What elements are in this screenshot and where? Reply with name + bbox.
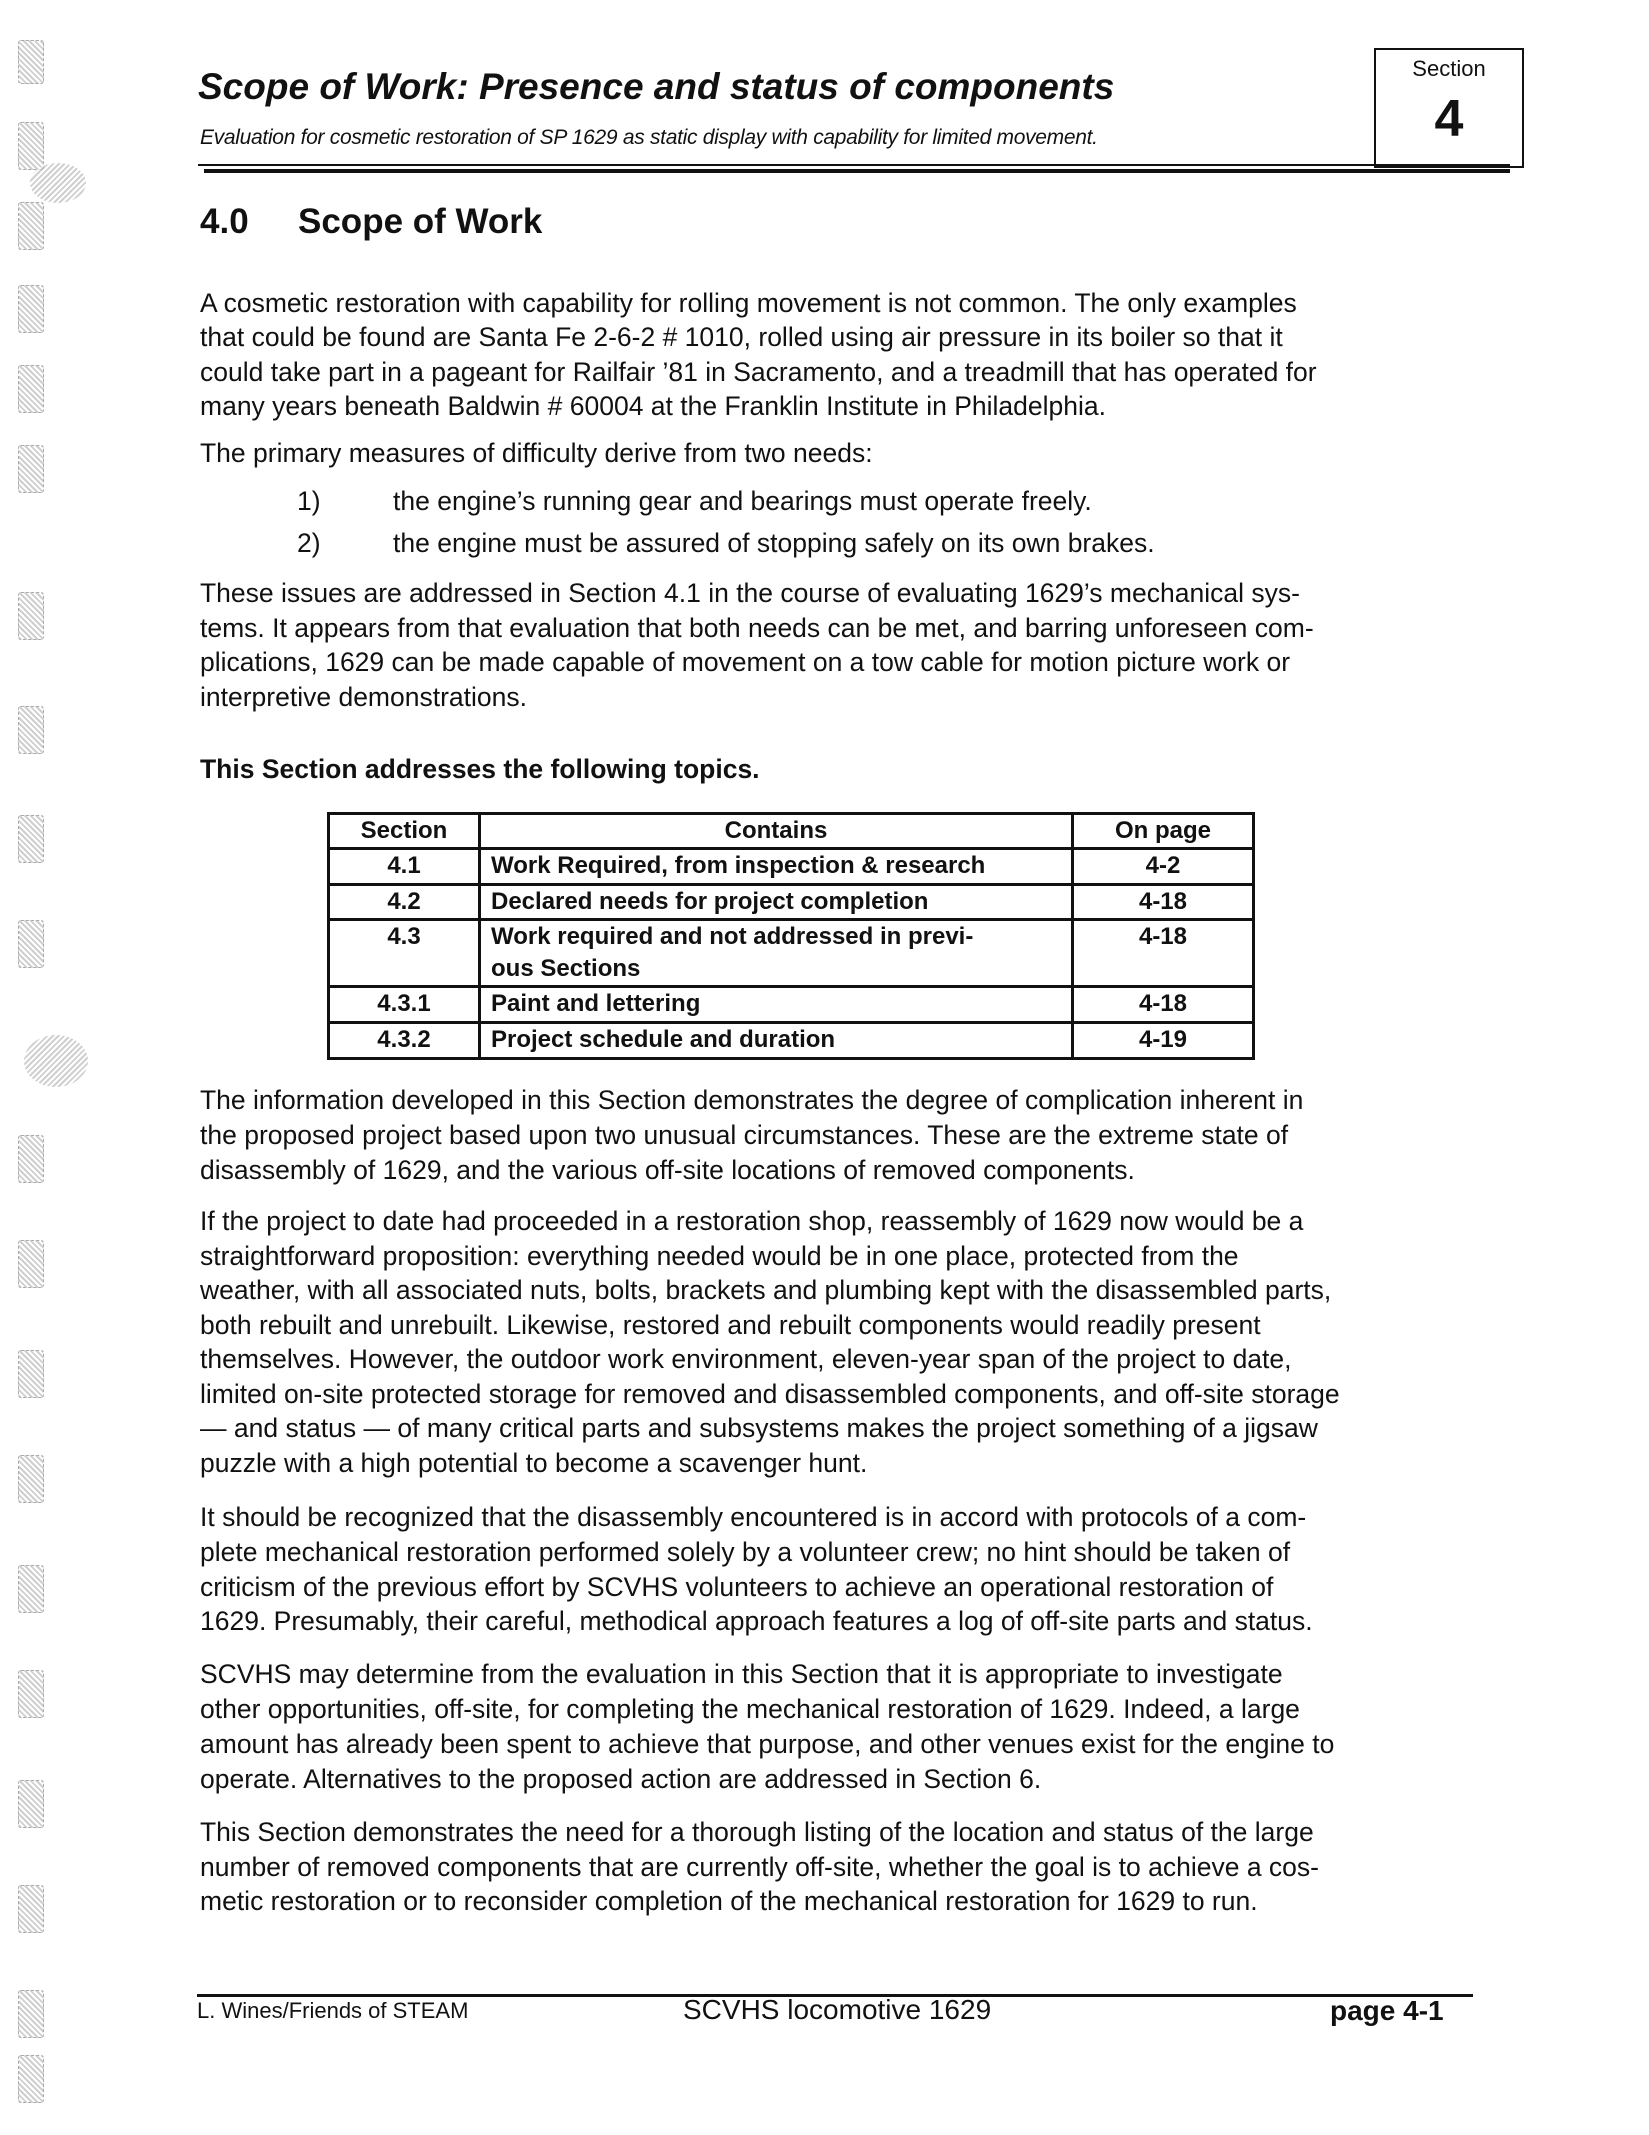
- text-line: metic restoration or to reconsider completion of the mechanical restoration for 1629 to run.: [200, 1886, 1258, 1916]
- binding-hole-mark: [18, 1990, 44, 2038]
- section-badge: [1374, 48, 1524, 168]
- text-line: It should be recognized that the disassembly encountered is in accord with protocols of a com-: [200, 1502, 1307, 1532]
- binding-hole-mark: [18, 1350, 44, 1398]
- cell-section: 4.3.1: [329, 987, 480, 1023]
- cell-contains: Project schedule and duration: [480, 1023, 1073, 1059]
- binding-hole-mark: [18, 1565, 44, 1613]
- column-header-section: Section: [329, 814, 480, 849]
- text-line: weather, with all associated nuts, bolts, brackets and plumbing kept with the disassembled parts,: [200, 1275, 1332, 1305]
- text-line: themselves. However, the outdoor work environment, eleven-year span of the project to date,: [200, 1344, 1292, 1374]
- table-header-row: [329, 814, 1254, 849]
- binding-hole-mark: [18, 1670, 44, 1718]
- cell-section: 4.2: [329, 885, 480, 920]
- cell-contains-line1: Work required and not addressed in previ-: [491, 923, 974, 950]
- table-row: [329, 1023, 1254, 1059]
- cell-contains: Work Required, from inspection & research: [480, 849, 1073, 885]
- cell-page: 4-2: [1073, 849, 1254, 885]
- list-item-text: the engine’s running gear and bearings must operate freely.: [393, 486, 1092, 516]
- text-line: both rebuilt and unrebuilt. Likewise, restored and rebuilt components would readily present: [200, 1310, 1261, 1340]
- cell-section: 4.3: [329, 920, 480, 987]
- cell-contains-line2: ous Sections: [491, 955, 641, 982]
- text-line: operate. Alternatives to the proposed action are addressed in Section 6.: [200, 1764, 1042, 1794]
- cell-page: 4-18: [1073, 987, 1254, 1023]
- binding-hole-mark: [18, 1135, 44, 1183]
- header-rule-thin: [198, 164, 1510, 166]
- text-line: amount has already been spent to achieve that purpose, and other venues exist for the engine to: [200, 1729, 1335, 1759]
- text-line: disassembly of 1629, and the various off-site locations of removed components.: [200, 1155, 1135, 1185]
- binding-hole-mark: [18, 1885, 44, 1933]
- header-rule-thick: [204, 169, 1510, 173]
- binding-hole-mark: [18, 706, 44, 754]
- column-header-on-page: On page: [1073, 814, 1254, 849]
- section-badge-number: 4: [1434, 90, 1464, 148]
- text-line: — and status — of many critical parts and subsystems makes the project something of a jigsaw: [200, 1413, 1318, 1443]
- binding-hole-circle: [24, 1035, 88, 1087]
- binding-hole-mark: [18, 445, 44, 493]
- binding-hole-mark: [18, 1455, 44, 1503]
- binding-hole-mark: [18, 592, 44, 640]
- text-line: many years beneath Baldwin # 60004 at the Franklin Institute in Philadelphia.: [200, 391, 1106, 421]
- section-heading-text: Scope of Work: [298, 202, 543, 241]
- binding-hole-mark: [18, 1240, 44, 1288]
- topics-table: [327, 812, 1255, 1060]
- page-title: Scope of Work: Presence and status of components: [198, 66, 1115, 107]
- text-line: could take part in a pageant for Railfair ’81 in Sacramento, and a treadmill that has operated for: [200, 357, 1317, 387]
- list-item-number: 1): [297, 486, 321, 516]
- topics-intro: This Section addresses the following topics.: [200, 754, 760, 784]
- cell-page: 4-18: [1073, 920, 1254, 987]
- text-line: puzzle with a high potential to become a scavenger hunt.: [200, 1448, 868, 1478]
- text-line: A cosmetic restoration with capability for rolling movement is not common. The only examples: [200, 288, 1297, 318]
- table-row: [329, 885, 1254, 920]
- cell-section: 4.1: [329, 849, 480, 885]
- binding-hole-mark: [18, 920, 44, 968]
- binding-hole-mark: [18, 815, 44, 863]
- section-heading-number: 4.0: [200, 202, 249, 241]
- text-line: number of removed components that are currently off-site, whether the goal is to achieve a cos-: [200, 1852, 1319, 1882]
- list-item-text: the engine must be assured of stopping safely on its own brakes.: [393, 528, 1155, 558]
- cell-section: 4.3.2: [329, 1023, 480, 1059]
- text-line: the proposed project based upon two unusual circumstances. These are the extreme state of: [200, 1120, 1289, 1150]
- text-line: tems. It appears from that evaluation that both needs can be met, and barring unforeseen com-: [200, 613, 1314, 643]
- table-row: [329, 920, 1254, 987]
- section-badge-label: Section: [1412, 56, 1486, 81]
- table-row: [329, 987, 1254, 1023]
- text-line: This Section demonstrates the need for a thorough listing of the location and status of the large: [200, 1817, 1314, 1847]
- text-line: limited on-site protected storage for removed and disassembled components, and off-site storage: [200, 1379, 1340, 1409]
- binding-hole-mark: [18, 285, 44, 333]
- binding-hole-mark: [18, 40, 44, 84]
- binding-hole-mark: [18, 122, 44, 170]
- list-item-number: 2): [297, 528, 321, 558]
- cell-page: 4-18: [1073, 885, 1254, 920]
- column-header-contains: Contains: [480, 814, 1073, 849]
- cell-page: 4-19: [1073, 1023, 1254, 1059]
- footer-page-number: page 4-1: [1330, 1995, 1444, 2026]
- footer-author: L. Wines/Friends of STEAM: [197, 1998, 469, 2023]
- text-line: 1629. Presumably, their careful, methodical approach features a log of off-site parts and status.: [200, 1606, 1313, 1636]
- binding-hole-mark: [18, 2055, 44, 2103]
- text-line: that could be found are Santa Fe 2-6-2 # 1010, rolled using air pressure in its boiler so that it: [200, 322, 1283, 352]
- text-line: The information developed in this Section demonstrates the degree of complication inherent in: [200, 1085, 1304, 1115]
- cell-contains: Declared needs for project completion: [480, 885, 1073, 920]
- text-line: These issues are addressed in Section 4.1 in the course of evaluating 1629’s mechanical sys-: [200, 578, 1300, 608]
- text-line: If the project to date had proceeded in a restoration shop, reassembly of 1629 now would be a: [200, 1206, 1304, 1236]
- text-line: plications, 1629 can be made capable of movement on a tow cable for motion picture work or: [200, 647, 1291, 677]
- binding-hole-circle: [30, 163, 86, 203]
- text-line: plete mechanical restoration performed solely by a volunteer crew; no hint should be taken of: [200, 1537, 1291, 1567]
- paragraph-needs-intro: The primary measures of difficulty derive from two needs:: [200, 438, 873, 468]
- page-subtitle: Evaluation for cosmetic restoration of SP 1629 as static display with capability for limited movement.: [200, 126, 1098, 149]
- cell-contains: [480, 920, 1073, 987]
- binding-hole-mark: [18, 1780, 44, 1828]
- text-line: criticism of the previous effort by SCVHS volunteers to achieve an operational restoration of: [200, 1572, 1274, 1602]
- binding-hole-mark: [18, 202, 44, 250]
- binding-hole-mark: [18, 365, 44, 413]
- cell-contains: Paint and lettering: [480, 987, 1073, 1023]
- text-line: interpretive demonstrations.: [200, 682, 527, 712]
- text-line: other opportunities, off-site, for completing the mechanical restoration of 1629. Indeed, a large: [200, 1694, 1300, 1724]
- footer-document-title: SCVHS locomotive 1629: [683, 1994, 992, 2025]
- table-row: [329, 849, 1254, 885]
- text-line: straightforward proposition: everything needed would be in one place, protected from the: [200, 1241, 1239, 1271]
- text-line: SCVHS may determine from the evaluation in this Section that it is appropriate to investigate: [200, 1659, 1283, 1689]
